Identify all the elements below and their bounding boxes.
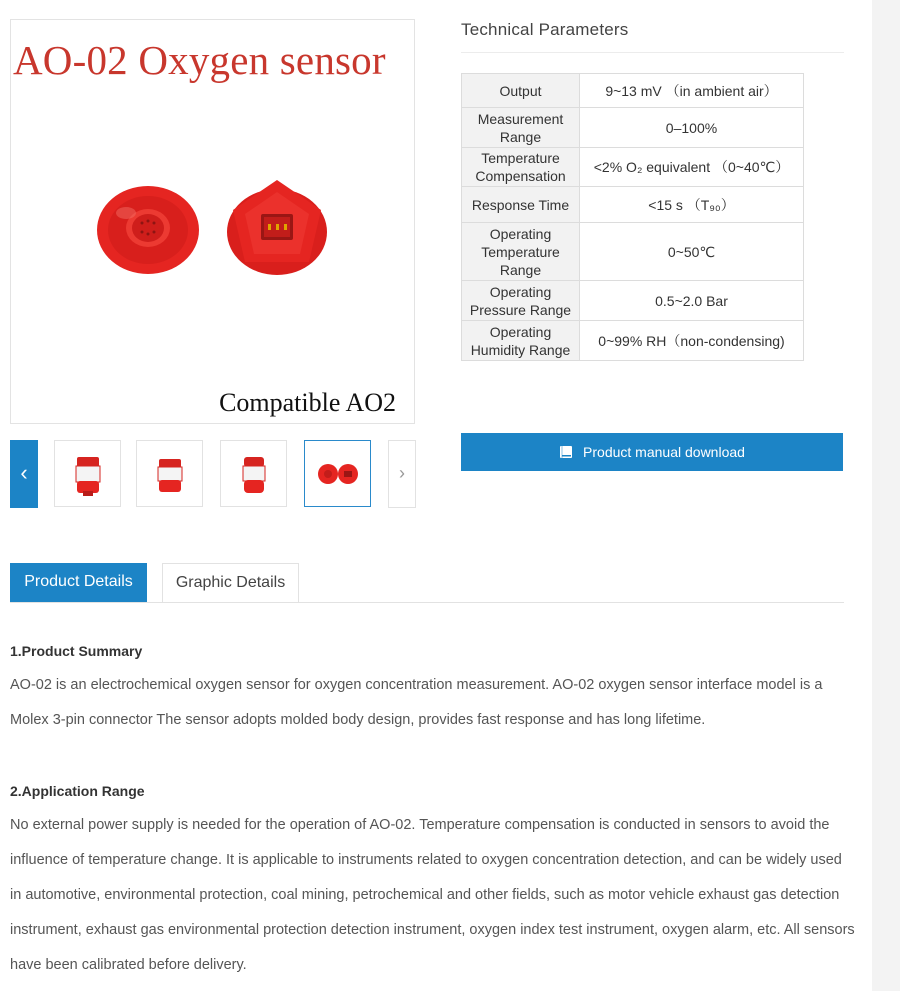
product-summary-heading: 1.Product Summary [10,643,143,659]
table-row [462,321,804,361]
chevron-left-icon[interactable]: ‹ [10,440,38,508]
param-label: Operating Pressure Range [462,281,580,321]
sensor-round-face-image [96,185,200,275]
table-row [462,281,804,321]
sensor-side-thumbnail-icon [221,441,287,507]
param-label: Operating Temperature Range [462,223,580,281]
manual-button-label: Product manual download [583,444,745,460]
param-value: 0~99% RH（non-condensing) [580,321,804,361]
main-product-image[interactable] [10,19,415,424]
application-range-heading: 2.Application Range [10,783,145,799]
sensor-connector-face-image [225,176,329,276]
product-image-caption: Compatible AO2 [219,388,396,417]
param-value: 0~50℃ [580,223,804,281]
param-label: Temperature Compensation [462,148,580,187]
thumbnail-4-active[interactable] [304,440,371,507]
product-manual-download-button[interactable] [461,433,843,471]
technical-parameters-table [461,73,804,361]
tab-graphic-details[interactable]: Graphic Details [162,563,299,602]
param-label: Output [462,74,580,108]
sensor-side-thumbnail-icon [55,441,121,507]
sensor-pair-thumbnail-icon [305,441,371,507]
book-icon [559,445,573,459]
table-row [462,223,804,281]
param-label: Operating Humidity Range [462,321,580,361]
sensor-side-thumbnail-icon [137,441,203,507]
details-tabs [10,563,844,603]
thumbnail-1[interactable] [54,440,121,507]
thumbnail-3[interactable] [220,440,287,507]
param-value: 0–100% [580,108,804,148]
table-row [462,108,804,148]
table-row [462,187,804,223]
param-value: 0.5~2.0 Bar [580,281,804,321]
technical-parameters-heading: Technical Parameters [461,20,844,53]
page-scroll-gutter [872,0,900,991]
thumbnail-carousel [10,440,416,508]
param-value: <2% O₂ equivalent （0~40℃） [580,148,804,187]
tab-product-details[interactable]: Product Details [10,563,147,602]
table-row [462,74,804,108]
param-label: Response Time [462,187,580,223]
param-value: <15 s （T₉₀） [580,187,804,223]
chevron-right-icon[interactable]: › [388,440,416,508]
thumbnail-2[interactable] [136,440,203,507]
product-summary-text: AO-02 is an electrochemical oxygen sensor for oxygen concentration measurement. AO-02 oxygen sensor interface model is a Molex 3-pin connector The sensor adopts molded body design, provides fast response and has long lifetime. [10,677,823,728]
param-value: 9~13 mV （in ambient air） [580,74,804,108]
table-row [462,148,804,187]
param-label: Measurement Range [462,108,580,148]
application-range-text: No external power supply is needed for the operation of AO-02. Temperature compensation is conducted in sensors to avoid the influence of temperature change. It is applicable to instruments related to oxygen concentration detection, and can be widely used in automotive, environmental protection, coal mining, petrochemical and other fields, such as motor vehicle exhaust gas detection instrument, exhaust gas environmental protection detection instrument, oxygen index test instrument, oxygen alarm, etc. All sensors have been calibrated before delivery. [10,817,855,973]
product-image-title: AO-02 Oxygen sensor [13,37,386,83]
